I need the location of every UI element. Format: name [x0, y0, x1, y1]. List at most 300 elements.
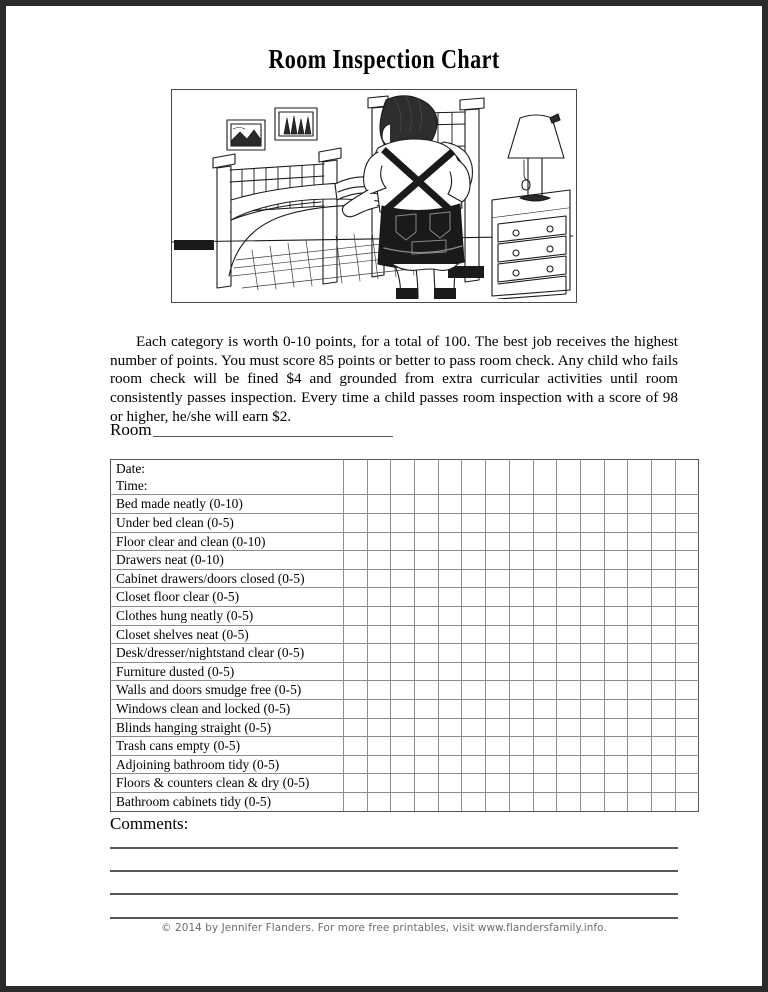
score-cell[interactable] — [557, 495, 581, 514]
score-cell[interactable] — [509, 774, 533, 793]
room-field[interactable] — [110, 420, 393, 440]
score-cell[interactable] — [580, 755, 604, 774]
score-cell[interactable] — [557, 718, 581, 737]
score-cell[interactable] — [557, 514, 581, 533]
score-cell[interactable] — [604, 792, 628, 811]
score-cell[interactable] — [557, 755, 581, 774]
score-cell[interactable] — [628, 551, 652, 570]
score-cell[interactable] — [675, 699, 699, 718]
score-cell[interactable] — [628, 606, 652, 625]
score-cell[interactable] — [628, 460, 652, 478]
score-cell[interactable] — [367, 588, 391, 607]
score-cell[interactable] — [462, 551, 486, 570]
score-cell[interactable] — [628, 588, 652, 607]
score-cell[interactable] — [651, 681, 675, 700]
score-cell[interactable] — [675, 718, 699, 737]
score-cell[interactable] — [486, 625, 510, 644]
score-cell[interactable] — [391, 460, 415, 478]
score-cell[interactable] — [628, 737, 652, 756]
score-cell[interactable] — [462, 792, 486, 811]
score-cell[interactable] — [367, 737, 391, 756]
score-cell[interactable] — [344, 699, 368, 718]
score-cell[interactable] — [486, 477, 510, 495]
score-cell[interactable] — [675, 532, 699, 551]
score-cell[interactable] — [628, 792, 652, 811]
comments-line-3[interactable] — [110, 893, 678, 895]
score-cell[interactable] — [438, 718, 462, 737]
score-cell[interactable] — [367, 551, 391, 570]
score-cell[interactable] — [509, 477, 533, 495]
score-cell[interactable] — [462, 737, 486, 756]
score-cell[interactable] — [580, 588, 604, 607]
score-cell[interactable] — [367, 755, 391, 774]
row-label: Furniture dusted (0-5) — [111, 662, 344, 681]
score-cell[interactable] — [533, 495, 557, 514]
score-cell[interactable] — [580, 699, 604, 718]
score-cell[interactable] — [415, 737, 439, 756]
score-cell[interactable] — [462, 532, 486, 551]
score-cell[interactable] — [486, 718, 510, 737]
score-cell[interactable] — [486, 755, 510, 774]
score-cell[interactable] — [462, 644, 486, 663]
score-cell[interactable] — [580, 532, 604, 551]
score-cell[interactable] — [557, 588, 581, 607]
score-cell[interactable] — [509, 681, 533, 700]
score-cell[interactable] — [391, 588, 415, 607]
score-cell[interactable] — [344, 755, 368, 774]
score-cell[interactable] — [604, 477, 628, 495]
score-cell[interactable] — [462, 625, 486, 644]
score-cell[interactable] — [509, 737, 533, 756]
score-cell[interactable] — [533, 477, 557, 495]
score-cell[interactable] — [651, 737, 675, 756]
score-cell[interactable] — [344, 662, 368, 681]
score-cell[interactable] — [651, 662, 675, 681]
score-cell[interactable] — [651, 755, 675, 774]
score-cell[interactable] — [628, 477, 652, 495]
score-cell[interactable] — [367, 774, 391, 793]
score-cell[interactable] — [486, 606, 510, 625]
score-cell[interactable] — [604, 718, 628, 737]
score-cell[interactable] — [628, 699, 652, 718]
score-cell[interactable] — [604, 606, 628, 625]
score-cell[interactable] — [344, 681, 368, 700]
score-cell[interactable] — [367, 460, 391, 478]
score-cell[interactable] — [604, 551, 628, 570]
score-cell[interactable] — [628, 495, 652, 514]
score-cell[interactable] — [344, 792, 368, 811]
score-cell[interactable] — [438, 495, 462, 514]
score-cell[interactable] — [367, 718, 391, 737]
score-cell[interactable] — [533, 514, 557, 533]
score-cell[interactable] — [580, 718, 604, 737]
score-cell[interactable] — [651, 625, 675, 644]
score-cell[interactable] — [604, 737, 628, 756]
score-cell[interactable] — [509, 699, 533, 718]
score-cell[interactable] — [580, 551, 604, 570]
score-cell[interactable] — [438, 606, 462, 625]
score-cell[interactable] — [391, 477, 415, 495]
score-cell[interactable] — [675, 495, 699, 514]
score-cell[interactable] — [367, 625, 391, 644]
score-cell[interactable] — [557, 460, 581, 478]
score-cell[interactable] — [344, 477, 368, 495]
score-cell[interactable] — [391, 662, 415, 681]
score-cell[interactable] — [557, 792, 581, 811]
score-cell[interactable] — [391, 569, 415, 588]
score-cell[interactable] — [533, 569, 557, 588]
row-label: Floor clear and clean (0-10) — [111, 532, 344, 551]
score-cell[interactable] — [628, 514, 652, 533]
score-cell[interactable] — [486, 532, 510, 551]
score-cell[interactable] — [533, 681, 557, 700]
score-cell[interactable] — [604, 755, 628, 774]
table-row — [111, 662, 699, 681]
score-cell[interactable] — [415, 792, 439, 811]
score-cell[interactable] — [675, 792, 699, 811]
score-cell[interactable] — [462, 606, 486, 625]
score-cell[interactable] — [367, 644, 391, 663]
score-cell[interactable] — [415, 551, 439, 570]
score-cell[interactable] — [462, 718, 486, 737]
score-cell[interactable] — [344, 460, 368, 478]
score-cell[interactable] — [675, 681, 699, 700]
score-cell[interactable] — [415, 699, 439, 718]
score-cell[interactable] — [391, 681, 415, 700]
score-cell[interactable] — [557, 681, 581, 700]
score-cell[interactable] — [675, 755, 699, 774]
score-cell[interactable] — [509, 532, 533, 551]
score-cell[interactable] — [675, 460, 699, 478]
score-cell[interactable] — [604, 699, 628, 718]
score-cell[interactable] — [415, 625, 439, 644]
score-cell[interactable] — [486, 551, 510, 570]
score-cell[interactable] — [486, 588, 510, 607]
score-cell[interactable] — [415, 460, 439, 478]
score-cell[interactable] — [628, 681, 652, 700]
score-cell[interactable] — [367, 495, 391, 514]
score-cell[interactable] — [509, 514, 533, 533]
score-cell[interactable] — [628, 644, 652, 663]
score-cell[interactable] — [628, 755, 652, 774]
score-cell[interactable] — [344, 644, 368, 663]
score-cell[interactable] — [486, 644, 510, 663]
score-cell[interactable] — [367, 662, 391, 681]
score-cell[interactable] — [367, 792, 391, 811]
score-cell[interactable] — [415, 569, 439, 588]
score-cell[interactable] — [651, 477, 675, 495]
score-cell[interactable] — [533, 551, 557, 570]
score-cell[interactable] — [533, 606, 557, 625]
score-cell[interactable] — [604, 514, 628, 533]
score-cell[interactable] — [628, 625, 652, 644]
score-cell[interactable] — [486, 569, 510, 588]
score-cell[interactable] — [557, 737, 581, 756]
score-cell[interactable] — [533, 792, 557, 811]
score-cell[interactable] — [580, 681, 604, 700]
score-cell[interactable] — [486, 792, 510, 811]
score-cell[interactable] — [604, 588, 628, 607]
score-cell[interactable] — [580, 792, 604, 811]
score-cell[interactable] — [675, 737, 699, 756]
score-cell[interactable] — [391, 774, 415, 793]
score-cell[interactable] — [557, 606, 581, 625]
score-cell[interactable] — [580, 662, 604, 681]
score-cell[interactable] — [509, 606, 533, 625]
score-cell[interactable] — [391, 606, 415, 625]
score-cell[interactable] — [486, 460, 510, 478]
score-cell[interactable] — [533, 588, 557, 607]
score-cell[interactable] — [462, 477, 486, 495]
score-cell[interactable] — [509, 718, 533, 737]
score-cell[interactable] — [651, 718, 675, 737]
score-cell[interactable] — [391, 755, 415, 774]
score-cell[interactable] — [462, 495, 486, 514]
score-cell[interactable] — [651, 460, 675, 478]
score-cell[interactable] — [438, 514, 462, 533]
score-cell[interactable] — [415, 681, 439, 700]
score-cell[interactable] — [604, 460, 628, 478]
score-cell[interactable] — [344, 625, 368, 644]
score-cell[interactable] — [651, 774, 675, 793]
score-cell[interactable] — [533, 718, 557, 737]
score-cell[interactable] — [509, 460, 533, 478]
score-cell[interactable] — [675, 774, 699, 793]
score-cell[interactable] — [415, 477, 439, 495]
score-cell[interactable] — [391, 514, 415, 533]
score-cell[interactable] — [438, 460, 462, 478]
score-cell[interactable] — [367, 606, 391, 625]
score-cell[interactable] — [675, 551, 699, 570]
score-cell[interactable] — [533, 755, 557, 774]
score-cell[interactable] — [651, 644, 675, 663]
score-cell[interactable] — [438, 681, 462, 700]
score-cell[interactable] — [628, 532, 652, 551]
score-cell[interactable] — [580, 495, 604, 514]
score-cell[interactable] — [580, 737, 604, 756]
score-cell[interactable] — [367, 699, 391, 718]
score-cell[interactable] — [438, 755, 462, 774]
score-cell[interactable] — [533, 532, 557, 551]
score-cell[interactable] — [675, 606, 699, 625]
score-cell[interactable] — [509, 644, 533, 663]
score-cell[interactable] — [391, 532, 415, 551]
score-cell[interactable] — [533, 662, 557, 681]
score-cell[interactable] — [367, 681, 391, 700]
score-cell[interactable] — [675, 477, 699, 495]
score-cell[interactable] — [651, 551, 675, 570]
score-cell[interactable] — [557, 477, 581, 495]
score-cell[interactable] — [509, 551, 533, 570]
score-cell[interactable] — [604, 532, 628, 551]
score-cell[interactable] — [509, 588, 533, 607]
score-cell[interactable] — [675, 588, 699, 607]
score-cell[interactable] — [438, 551, 462, 570]
score-cell[interactable] — [438, 588, 462, 607]
score-cell[interactable] — [628, 569, 652, 588]
score-cell[interactable] — [415, 514, 439, 533]
score-cell[interactable] — [557, 699, 581, 718]
score-cell[interactable] — [533, 737, 557, 756]
score-cell[interactable] — [344, 606, 368, 625]
score-cell[interactable] — [533, 774, 557, 793]
score-cell[interactable] — [462, 588, 486, 607]
score-cell[interactable] — [533, 644, 557, 663]
score-cell[interactable] — [604, 644, 628, 663]
score-cell[interactable] — [462, 514, 486, 533]
score-cell[interactable] — [604, 662, 628, 681]
score-cell[interactable] — [344, 551, 368, 570]
score-cell[interactable] — [604, 495, 628, 514]
score-cell[interactable] — [580, 774, 604, 793]
row-label: Trash cans empty (0-5) — [111, 737, 344, 756]
score-cell[interactable] — [367, 477, 391, 495]
score-cell[interactable] — [580, 477, 604, 495]
score-cell[interactable] — [486, 737, 510, 756]
score-cell[interactable] — [438, 569, 462, 588]
score-cell[interactable] — [486, 774, 510, 793]
score-cell[interactable] — [628, 774, 652, 793]
score-cell[interactable] — [533, 460, 557, 478]
score-cell[interactable] — [438, 737, 462, 756]
score-cell[interactable] — [438, 662, 462, 681]
score-cell[interactable] — [509, 662, 533, 681]
score-cell[interactable] — [486, 681, 510, 700]
table-row — [111, 792, 699, 811]
score-cell[interactable] — [628, 718, 652, 737]
score-cell[interactable] — [486, 514, 510, 533]
score-cell[interactable] — [509, 625, 533, 644]
score-cell[interactable] — [580, 625, 604, 644]
table-row-time — [111, 477, 699, 495]
score-cell[interactable] — [415, 718, 439, 737]
score-cell[interactable] — [604, 569, 628, 588]
score-cell[interactable] — [604, 774, 628, 793]
score-cell[interactable] — [462, 774, 486, 793]
score-cell[interactable] — [438, 477, 462, 495]
score-cell[interactable] — [462, 699, 486, 718]
score-cell[interactable] — [391, 495, 415, 514]
score-cell[interactable] — [509, 569, 533, 588]
score-cell[interactable] — [509, 755, 533, 774]
score-cell[interactable] — [415, 495, 439, 514]
score-cell[interactable] — [415, 532, 439, 551]
score-cell[interactable] — [415, 644, 439, 663]
instructions-paragraph: Each category is worth 0-10 points, for a total of 100. The best job receives the highest number of points. You must score 85 points or better to pass room check. Any child who fails room check will be fined $4 and grounded from extra curricular activities until room consistently passes inspection. Every time a child passes room inspection with a score of 98 or higher, he/she will earn $2. — [110, 333, 678, 425]
score-cell[interactable] — [367, 514, 391, 533]
score-cell[interactable] — [628, 662, 652, 681]
score-cell[interactable] — [580, 644, 604, 663]
table-row — [111, 644, 699, 663]
score-cell[interactable] — [391, 551, 415, 570]
score-cell[interactable] — [580, 514, 604, 533]
score-cell[interactable] — [533, 699, 557, 718]
score-cell[interactable] — [344, 532, 368, 551]
score-cell[interactable] — [557, 625, 581, 644]
score-cell[interactable] — [675, 625, 699, 644]
score-cell[interactable] — [344, 718, 368, 737]
score-cell[interactable] — [415, 662, 439, 681]
score-cell[interactable] — [604, 681, 628, 700]
score-cell[interactable] — [391, 792, 415, 811]
score-cell[interactable] — [367, 569, 391, 588]
score-cell[interactable] — [651, 532, 675, 551]
comments-line-2[interactable] — [110, 870, 678, 872]
row-label: Clothes hung neatly (0-5) — [111, 606, 344, 625]
score-cell[interactable] — [604, 625, 628, 644]
score-cell[interactable] — [438, 774, 462, 793]
score-cell[interactable] — [344, 569, 368, 588]
room-field-input[interactable] — [153, 422, 393, 437]
score-cell[interactable] — [438, 699, 462, 718]
score-cell[interactable] — [651, 699, 675, 718]
score-cell[interactable] — [557, 662, 581, 681]
score-cell[interactable] — [391, 699, 415, 718]
score-cell[interactable] — [391, 737, 415, 756]
comments-line-1[interactable] — [110, 847, 678, 849]
score-cell[interactable] — [344, 774, 368, 793]
score-cell[interactable] — [438, 792, 462, 811]
score-cell[interactable] — [462, 755, 486, 774]
score-cell[interactable] — [344, 588, 368, 607]
score-cell[interactable] — [415, 588, 439, 607]
score-cell[interactable] — [391, 625, 415, 644]
score-cell[interactable] — [462, 662, 486, 681]
score-cell[interactable] — [675, 662, 699, 681]
score-cell[interactable] — [675, 644, 699, 663]
score-cell[interactable] — [415, 606, 439, 625]
score-cell[interactable] — [391, 644, 415, 663]
score-cell[interactable] — [580, 569, 604, 588]
score-cell[interactable] — [651, 588, 675, 607]
score-cell[interactable] — [557, 644, 581, 663]
score-cell[interactable] — [438, 532, 462, 551]
table-row — [111, 755, 699, 774]
score-cell[interactable] — [486, 495, 510, 514]
score-cell[interactable] — [462, 681, 486, 700]
score-cell[interactable] — [415, 774, 439, 793]
score-cell[interactable] — [557, 569, 581, 588]
score-cell[interactable] — [391, 718, 415, 737]
score-cell[interactable] — [675, 514, 699, 533]
score-cell[interactable] — [509, 495, 533, 514]
score-cell[interactable] — [438, 644, 462, 663]
score-cell[interactable] — [651, 792, 675, 811]
score-cell[interactable] — [651, 606, 675, 625]
score-cell[interactable] — [557, 551, 581, 570]
score-cell[interactable] — [580, 460, 604, 478]
score-cell[interactable] — [651, 514, 675, 533]
score-cell[interactable] — [344, 514, 368, 533]
score-cell[interactable] — [557, 774, 581, 793]
score-cell[interactable] — [533, 625, 557, 644]
score-cell[interactable] — [462, 460, 486, 478]
score-cell[interactable] — [509, 792, 533, 811]
score-cell[interactable] — [462, 569, 486, 588]
score-cell[interactable] — [486, 699, 510, 718]
score-cell[interactable] — [675, 569, 699, 588]
score-cell[interactable] — [651, 569, 675, 588]
score-cell[interactable] — [344, 495, 368, 514]
score-cell[interactable] — [651, 495, 675, 514]
score-cell[interactable] — [415, 755, 439, 774]
score-cell[interactable] — [580, 606, 604, 625]
score-cell[interactable] — [438, 625, 462, 644]
score-cell[interactable] — [486, 662, 510, 681]
score-cell[interactable] — [367, 532, 391, 551]
score-cell[interactable] — [344, 737, 368, 756]
score-cell[interactable] — [557, 532, 581, 551]
